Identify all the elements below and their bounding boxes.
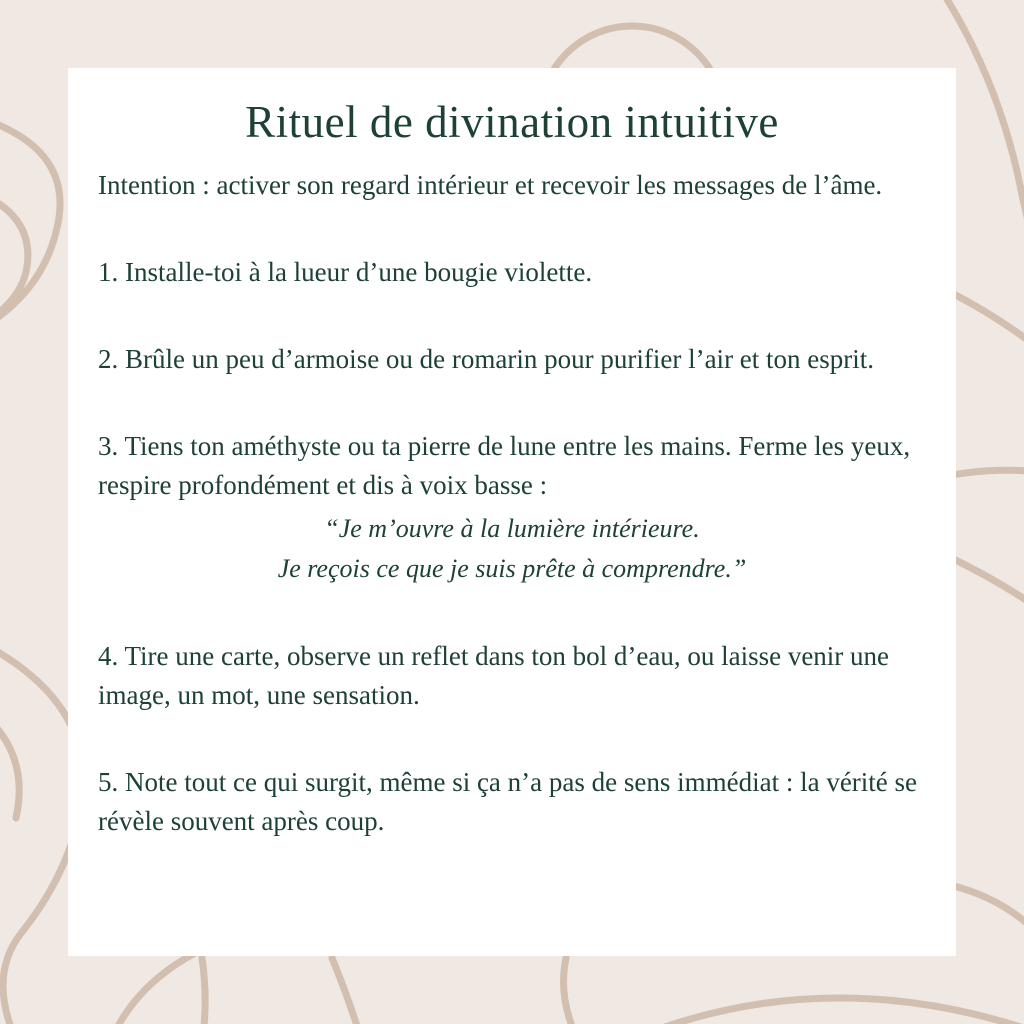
decor-bottom-sweep [640, 998, 1024, 1024]
intention-paragraph: Intention : activer son regard intérieur et recevoir les messages de l’âme. [98, 170, 883, 200]
decor-left-arc-2 [0, 190, 28, 332]
quote-line-1: “Je m’ouvre à la lumière intérieure. [324, 514, 700, 543]
quote-line-2: Je reçois ce que je suis prête à comprendre.” [277, 554, 747, 583]
ritual-card [68, 68, 956, 956]
decor-right-arc-1 [950, 292, 1024, 348]
affirmation-quote [98, 509, 926, 589]
decor-bottom-stem-2 [332, 958, 357, 1024]
step-4: 4. Tire une carte, observe un reflet dans ton bol d’eau, ou laisse venir une image, un mot, une sensation. [98, 641, 890, 710]
step-3: 3. Tiens ton améthyste ou ta pierre de lune entre les mains. Ferme les yeux, respire profondément et dis à voix basse : [98, 431, 911, 500]
decor-bottom-stem-1 [202, 958, 205, 1024]
decor-bottom-stem-3 [564, 958, 572, 1024]
step-1: 1. Installe-toi à la lueur d’une bougie violette. [98, 257, 593, 287]
decor-left-inner-arc [0, 702, 19, 818]
decor-right-corner-arc [946, 884, 1024, 928]
ritual-title: Rituel de divination intuitive [245, 97, 779, 147]
step-2: 2. Brûle un peu d’armoise ou de romarin pour purifier l’air et ton esprit. [98, 344, 875, 374]
step-5: 5. Note tout ce qui surgit, même si ça n’a pas de sens immédiat : la vérité se révèle souvent après coup. [98, 767, 918, 836]
